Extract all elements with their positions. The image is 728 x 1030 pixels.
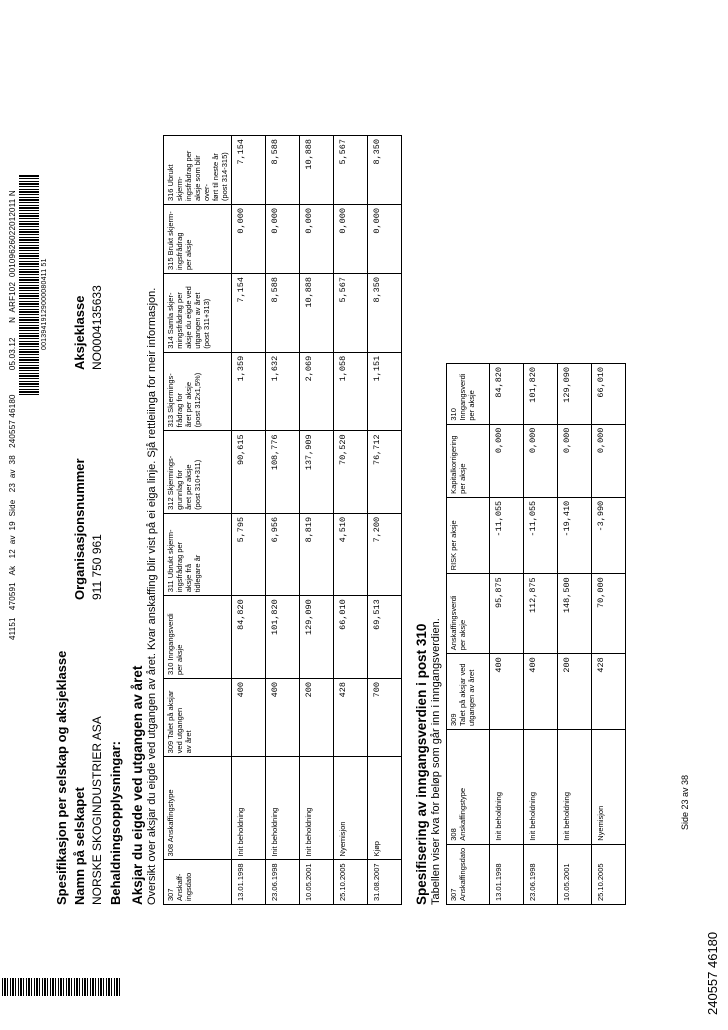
acquisition-row-cell: Init beholdning: [524, 729, 558, 844]
holdings-row-cell: 101,820: [266, 596, 300, 679]
acquisition-row-cell: 0,000: [592, 424, 626, 497]
section2-title: Spesifisering av inngangsverdien i post 310: [414, 623, 429, 905]
holdings-row-cell: 66,010: [334, 596, 368, 679]
holdings-row: [232, 136, 266, 905]
holdings-row-cell: 400: [232, 679, 266, 757]
acquisition-row-cell: 0,000: [490, 424, 524, 497]
acquisition-row: [592, 364, 626, 905]
holdings-row-cell: 4,510: [334, 513, 368, 595]
holdings-row-cell: 25.10.2005: [334, 860, 368, 905]
holdings-row-cell: 5,795: [232, 513, 266, 595]
header-308: 308 Anskaffingstype: [164, 757, 232, 860]
company-name-label: Namn på selskapet: [72, 787, 87, 905]
holdings-row-cell: 10.05.2001: [300, 860, 334, 905]
holdings-header-row: [164, 136, 232, 905]
holdings-row-cell: 76,712: [368, 431, 402, 513]
holdings-row-cell: Kjøp: [368, 757, 402, 860]
acquisition-row-cell: 0,000: [524, 424, 558, 497]
acq-header-307: 307 Anskaffingsdato: [447, 844, 490, 904]
acq-header-value: Anskaffingsverdi per aksje: [447, 574, 490, 654]
acquisition-row: [490, 364, 524, 905]
header-307: 307 Anskaff- ingsdato: [164, 860, 232, 905]
holdings-row-cell: 7,200: [368, 513, 402, 595]
section1-subtitle: Oversikt over aksjar du eigde ved utgangen av året. Kvar anskaffing blir vist på ei eiga linje. Sjå rettleiinga for meir informasjon.: [146, 287, 158, 905]
holdings-row-cell: 8,350: [368, 274, 402, 353]
acquisition-row-cell: 13.01.1998: [490, 844, 524, 904]
acquisition-row-cell: 84,820: [490, 364, 524, 425]
holdings-row-cell: 1,151: [368, 352, 402, 431]
acquisition-row: [558, 364, 592, 905]
acquisition-row-cell: 428: [592, 654, 626, 730]
orgnr-label: Organisasjonsnummer: [72, 458, 87, 600]
holdings-row-cell: 5,567: [334, 136, 368, 205]
acquisition-row-cell: 25.10.2005: [592, 844, 626, 904]
holdings-row-cell: 8,588: [266, 274, 300, 353]
holdings-row-cell: 0,000: [334, 205, 368, 274]
holdings-row-cell: 5,567: [334, 274, 368, 353]
side-code: 240557 46180: [705, 931, 720, 1015]
header-line: 41151 470591 Ak 12 av 19 Side 23 av 38 240557 46180 05.03.12 N ARF102 00109626022012011 N: [8, 190, 17, 640]
acquisition-row-cell: 23.06.1998: [524, 844, 558, 904]
acq-header-309: 309 Talet på aksjar ved utgangen av året: [447, 654, 490, 730]
acquisition-row-cell: Nyemisjon: [592, 729, 626, 844]
acquisition-row-cell: Init beholdning: [490, 729, 524, 844]
holdings-row-cell: 90,615: [232, 431, 266, 513]
company-name-value: NORSKE SKOGINDUSTRIER ASA: [90, 716, 104, 905]
acq-header-310: 310 Inngangsverdi per aksje: [447, 364, 490, 425]
holdings-row-cell: 23.06.1998: [266, 860, 300, 905]
holdings-row-cell: 8,819: [300, 513, 334, 595]
acquisition-row: [524, 364, 558, 905]
holdings-row-cell: 7,154: [232, 136, 266, 205]
acquisition-row-cell: 70,000: [592, 574, 626, 654]
top-barcode: [19, 175, 39, 395]
holdings-row-cell: 400: [266, 679, 300, 757]
orgnr-value: 911 750 961: [90, 534, 104, 600]
acquisition-row-cell: 112,875: [524, 574, 558, 654]
holdings-row: [266, 136, 300, 905]
acq-header-308: 308 Anskaffingstype: [447, 729, 490, 844]
header-313: 313 Skjermings- frådrag for året per aksje (post 312x1,5%): [164, 352, 232, 431]
holdings-row-cell: 1,632: [266, 352, 300, 431]
holdings-row-cell: 0,000: [266, 205, 300, 274]
acquisition-row-cell: 0,000: [558, 424, 592, 497]
header-311: 311 Ubrukt skjerm- ingsfrådrag per aksje frå tidlegare år: [164, 513, 232, 595]
holdings-row-cell: 13.01.1998: [232, 860, 266, 905]
spec-heading: Spesifikasjon per selskap og aksjeklasse: [54, 650, 69, 905]
header-315: 315 Brukt skjerm- ingsfrådrag per aksje: [164, 205, 232, 274]
acq-header-capital: Kapitalkorrigering per aksje: [447, 424, 490, 497]
header-309: 309 Talet på aksjar ved utgangen av året: [164, 679, 232, 757]
holdings-row-cell: 7,154: [232, 274, 266, 353]
header-316: 316 Ubrukt skjerm- ingsfrådrag per aksje som blir over- ført til neste år (post 314-315): [164, 136, 232, 205]
holdings-row-cell: Nyemisjon: [334, 757, 368, 860]
holdings-row-cell: 0,000: [300, 205, 334, 274]
acquisition-header-row: [447, 364, 490, 905]
holdings-row-cell: 200: [300, 679, 334, 757]
acquisition-row-cell: -11,055: [490, 497, 524, 573]
acquisition-row-cell: 95,875: [490, 574, 524, 654]
holdings-row-cell: 129,090: [300, 596, 334, 679]
acquisition-table: [446, 363, 626, 905]
holdings-row-cell: 2,069: [300, 352, 334, 431]
acquisition-row-cell: -3,990: [592, 497, 626, 573]
acquisition-row-cell: 200: [558, 654, 592, 730]
section1-title: Aksjar du eigde ved utgangen av året: [130, 665, 145, 905]
section2-subtitle: Tabellen viser kva for beløp som går inn i inngangsverdien.: [430, 618, 442, 905]
acquisition-row-cell: 101,820: [524, 364, 558, 425]
acquisition-row-cell: 129,090: [558, 364, 592, 425]
holdings-row-cell: 69,513: [368, 596, 402, 679]
holdings-row-cell: 70,520: [334, 431, 368, 513]
page-number: Side 23 av 38: [680, 774, 690, 830]
acq-header-risk: RISK per aksje: [447, 497, 490, 573]
header-312: 312 Skjermings- grunnlag for året per aksje (post 310+311): [164, 431, 232, 513]
holdings-row: [334, 136, 368, 905]
holdings-row: [368, 136, 402, 905]
acquisition-row-cell: -19,410: [558, 497, 592, 573]
holdings-label: Behaldningsopplysningar:: [108, 741, 123, 905]
holdings-row-cell: 31.08.2007: [368, 860, 402, 905]
holdings-row-cell: Init beholdning: [300, 757, 334, 860]
acquisition-row-cell: Init beholdning: [558, 729, 592, 844]
holdings-table: [163, 135, 402, 905]
holdings-row-cell: 6,956: [266, 513, 300, 595]
acquisition-row-cell: 400: [524, 654, 558, 730]
header-310: 310 Inngangsverdi per aksje: [164, 596, 232, 679]
acquisition-row-cell: 10.05.2001: [558, 844, 592, 904]
holdings-row-cell: 10,888: [300, 274, 334, 353]
holdings-row-cell: 1,058: [334, 352, 368, 431]
class-value: NO0004135633: [90, 285, 104, 370]
holdings-row-cell: Init beholdning: [232, 757, 266, 860]
class-label: Aksjeklasse: [72, 295, 87, 370]
holdings-row-cell: 84,820: [232, 596, 266, 679]
holdings-row-cell: Init beholdning: [266, 757, 300, 860]
holdings-row-cell: 0,000: [232, 205, 266, 274]
holdings-row-cell: 1,359: [232, 352, 266, 431]
barcode-number: 00139419129000080411 51: [41, 258, 48, 350]
holdings-row-cell: 428: [334, 679, 368, 757]
holdings-row-cell: 0,000: [368, 205, 402, 274]
acquisition-row-cell: 66,010: [592, 364, 626, 425]
acquisition-row-cell: 148,500: [558, 574, 592, 654]
header-314: 314 Samla skjer- mingsfrådrag per aksje du eigde ved utgangen av året (post 311+313): [164, 274, 232, 353]
holdings-row-cell: 137,909: [300, 431, 334, 513]
holdings-row-cell: 10,888: [300, 136, 334, 205]
holdings-row-cell: 8,588: [266, 136, 300, 205]
left-barcode: [0, 978, 120, 996]
holdings-row-cell: 700: [368, 679, 402, 757]
acquisition-row-cell: 400: [490, 654, 524, 730]
holdings-row-cell: 8,350: [368, 136, 402, 205]
acquisition-row-cell: -11,055: [524, 497, 558, 573]
holdings-row-cell: 108,776: [266, 431, 300, 513]
holdings-row: [300, 136, 334, 905]
